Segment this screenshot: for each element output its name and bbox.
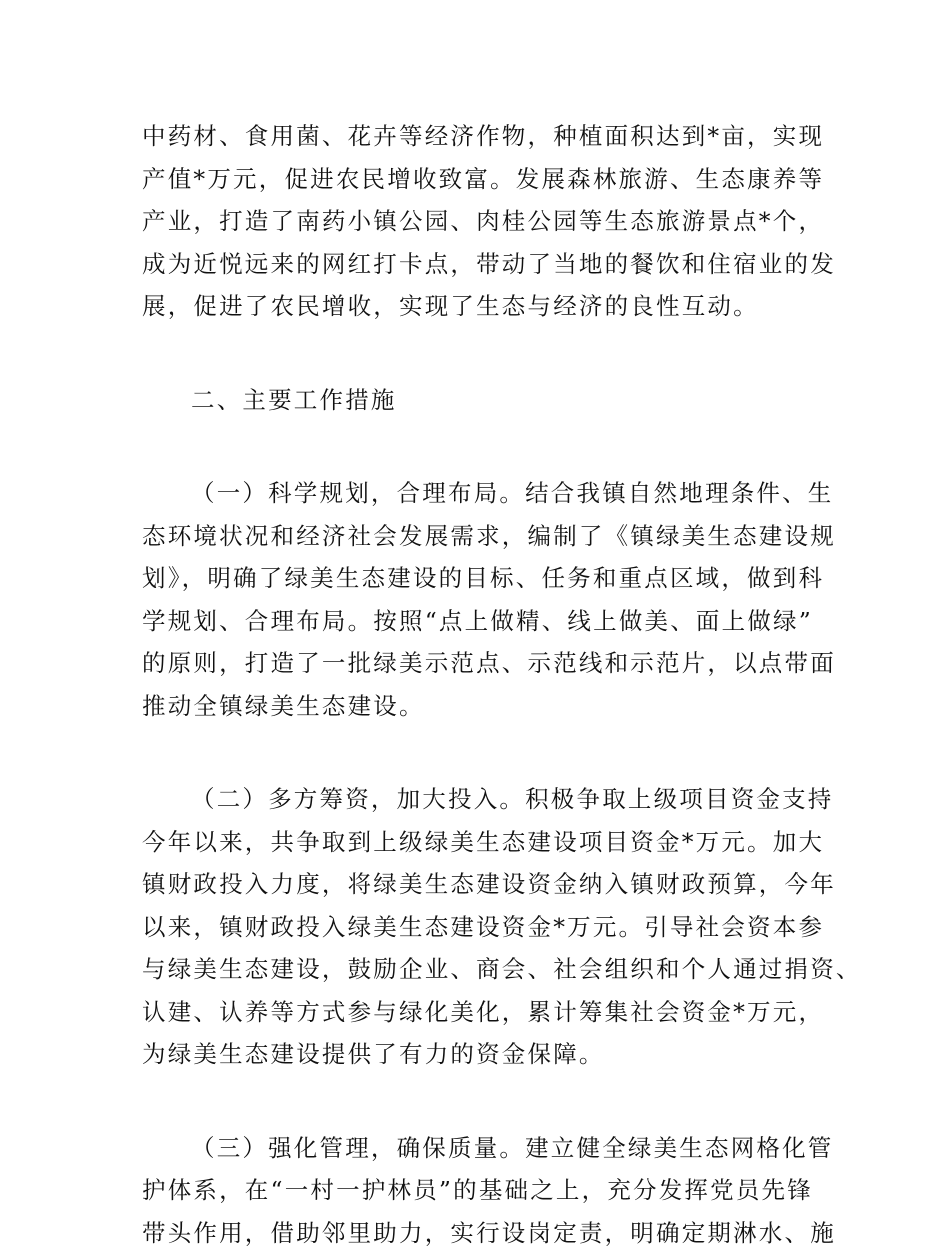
- text-line: 以来，镇财政投入绿美生态建设资金*万元。引导社会资本参: [142, 906, 832, 949]
- paragraph-measure-3: [142, 1127, 832, 1254]
- section-heading: [142, 379, 832, 422]
- paragraph-continuation: [142, 115, 832, 328]
- text-line: 成为近悦远来的网红打卡点，带动了当地的餐饮和住宿业的发: [142, 243, 832, 286]
- text-line: 中药材、食用菌、花卉等经济作物，种植面积达到*亩，实现: [142, 115, 832, 158]
- paragraph-gap: [142, 328, 832, 379]
- text-line: 展，促进了农民增收，实现了生态与经济的良性互动。: [142, 285, 832, 328]
- text-line: 带头作用，借助邻里助力，实行设岗定责，明确定期淋水、施: [142, 1212, 832, 1254]
- text-line: 为绿美生态建设提供了有力的资金保障。: [142, 1033, 832, 1076]
- text-line: 产业，打造了南药小镇公园、肉桂公园等生态旅游景点*个，: [142, 200, 832, 243]
- text-line: 认建、认养等方式参与绿化美化，累计筹集社会资金*万元，: [142, 991, 832, 1034]
- text-line: （三）强化管理，确保质量。建立健全绿美生态网格化管: [142, 1127, 832, 1170]
- text-line: （二）多方筹资，加大投入。积极争取上级项目资金支持: [142, 778, 832, 821]
- text-line: 的原则，打造了一批绿美示范点、示范线和示范片，以点带面: [142, 642, 832, 685]
- paragraph-gap: [142, 1076, 832, 1127]
- text-line: 与绿美生态建设，鼓励企业、商会、社会组织和个人通过捐资、: [142, 948, 832, 991]
- text-line: 划》，明确了绿美生态建设的目标、任务和重点区域，做到科: [142, 557, 832, 600]
- text-line: 今年以来，共争取到上级绿美生态建设项目资金*万元。加大: [142, 821, 832, 864]
- heading-line: 二、主要工作措施: [142, 379, 832, 422]
- text-line: 学规划、合理布局。按照“点上做精、线上做美、面上做绿”: [142, 600, 832, 643]
- paragraph-gap: [142, 727, 832, 778]
- text-line: 镇财政投入力度，将绿美生态建设资金纳入镇财政预算，今年: [142, 863, 832, 906]
- paragraph-measure-1: [142, 472, 832, 727]
- document-body: [142, 115, 832, 1254]
- paragraph-measure-2: [142, 778, 832, 1076]
- text-line: 推动全镇绿美生态建设。: [142, 685, 832, 728]
- text-line: 护体系，在“一村一护林员”的基础之上，充分发挥党员先锋: [142, 1169, 832, 1212]
- text-line: （一）科学规划，合理布局。结合我镇自然地理条件、生: [142, 472, 832, 515]
- text-line: 产值*万元，促进农民增收致富。发展森林旅游、生态康养等: [142, 158, 832, 201]
- paragraph-gap: [142, 421, 832, 472]
- text-line: 态环境状况和经济社会发展需求，编制了《镇绿美生态建设规: [142, 515, 832, 558]
